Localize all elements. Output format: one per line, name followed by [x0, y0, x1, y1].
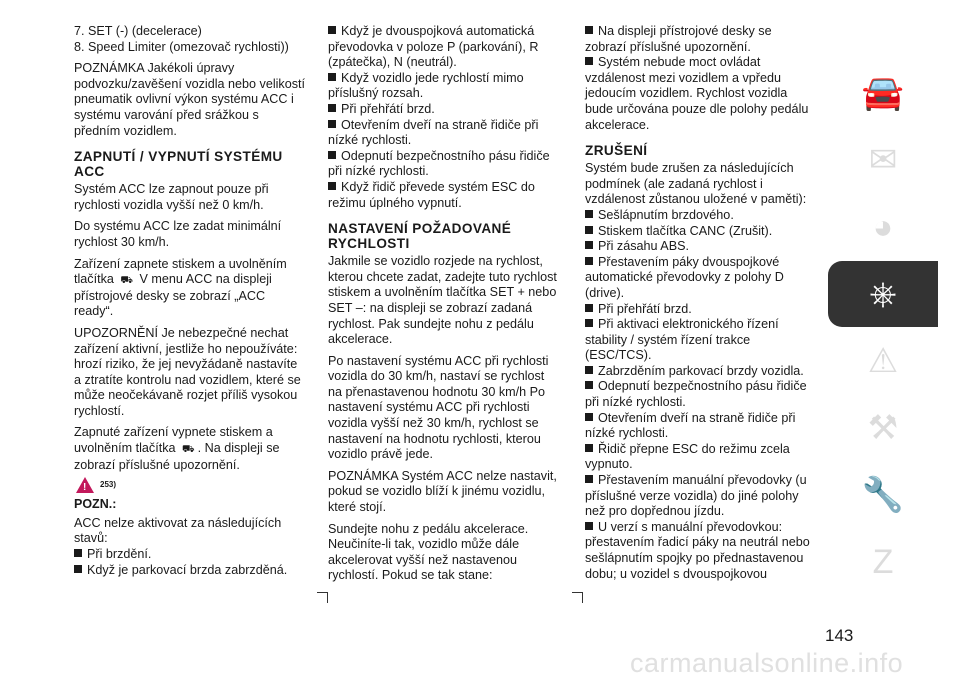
bullet-square-icon: [328, 182, 336, 190]
list-item: [328, 180, 560, 211]
list-item: [328, 24, 560, 71]
steering-key-icon[interactable]: ⎈: [828, 261, 938, 327]
note-label: POZN.:: [74, 497, 117, 512]
mail-warning-icon[interactable]: ✉: [868, 141, 898, 179]
bullet-square-icon: [585, 226, 593, 234]
list-item-text: Odepnutí bezpečnostního pásu řidiče při nízké rychlosti.: [328, 148, 550, 179]
list-item-text: Když řidič převede systém ESC do režimu úplného vypnutí.: [328, 179, 535, 210]
watermark: carmanualsonline.info: [630, 648, 904, 678]
paragraph-text: . Na displeji se zobrazí příslušné upozornění.: [74, 441, 280, 472]
warning-triangle-icon: !: [76, 477, 94, 493]
paragraph: Do systému ACC lze zadat minimální rychlost 30 km/h.: [74, 219, 282, 249]
list-item-text: Otevřením dveří na straně řidiče při nízké rychlosti.: [585, 410, 796, 441]
paragraph-text: Zařízení zapnete stiskem a uvolněním tlačítka: [74, 256, 287, 287]
list-item-7: 7. SET (-) (decelerace): [74, 24, 202, 38]
paragraph: Po nastavení systému ACC při rychlosti vozidla do 30 km/h, nastaví se rychlost na přenastavenou hodnotu 30 km/h Po nastavení systému ACC při rychlosti vozidla vyšší než 30 km/h, rychlost se nastavení na hodnotu rychlosti, kterou vozidlo právě jede.: [328, 353, 549, 462]
note-paragraph: POZNÁMKA Systém ACC nelze nastavit, pokud se vozidlo blíží k jinému vozidlu, které stojí.: [328, 468, 557, 515]
column-1: [74, 24, 306, 578]
list-item-text: Systém nebude moct ovládat vzdálenost mezi vozidlem a vpředu jedoucím vozidlem. Rychlost vozidla bude určována pouze dle polohy pedálu akcelerace.: [585, 55, 809, 132]
warning-reference-number: 253): [100, 480, 117, 490]
warning-paragraph: UPOZORNĚNÍ Je nebezpečné nechat zařízení aktivní, jestliže ho nepoužíváte: hrozí riziko, že jej nevyžádaně nastavíte a ztratíte kontrolu nad vozidlem, které se může neočekávaně rozjet příliš vysokou rychlostí.: [74, 325, 301, 418]
list-item-text: Stiskem tlačítka CANC (Zrušit).: [598, 223, 773, 238]
bullet-square-icon: [585, 257, 593, 265]
paragraph: ACC nelze aktivovat za následujících stavů:: [74, 515, 282, 546]
list-item: [585, 255, 813, 302]
section-heading-cancel: ZRUŠENÍ: [585, 143, 648, 159]
column-3: [585, 24, 813, 582]
paragraph: Jakmile se vozidlo rozjede na rychlost, kterou chcete zadat, zadejte tuto rychlost stiskem a uvolněním tlačítka SET + nebo SET –: na displeji se zobrazí zadaná rychlost. Pak sundejte nohu z pedálu akcelerace.: [328, 254, 557, 347]
paragraph: Systém ACC lze zapnout pouze při rychlosti vozidla vyšší než 0 km/h.: [74, 182, 269, 212]
bullet-square-icon: [585, 444, 593, 452]
bullet-square-icon: [328, 26, 336, 34]
list-item-text: Na displeji přístrojové desky se zobrazí příslušné upozornění.: [585, 24, 772, 54]
column-2: [328, 24, 560, 590]
bullet-square-icon: [328, 73, 336, 81]
acc-button-icon: ⛟: [120, 275, 133, 287]
bullet-square-icon: [585, 413, 593, 421]
paragraph-text: Zapnuté zařízení vypnete stiskem a uvolněním tlačítka: [74, 425, 273, 456]
paragraph: Sundejte nohu z pedálu akcelerace. Neučiníte-li tak, vozidlo může dále akcelerovat vyšší než nastavenou rychlostí. Pokud se tak stane:: [328, 521, 529, 583]
list-item-text: Přestavením páky dvouspojkové automatické převodovky z polohy D (drive).: [585, 254, 784, 300]
column-end-mark: [572, 592, 583, 603]
list-item: [585, 364, 813, 380]
bullet-square-icon: [74, 565, 82, 573]
dashboard-icon[interactable]: ◕: [872, 207, 894, 246]
page-number: 143: [825, 626, 854, 645]
column-end-mark: [317, 592, 328, 603]
chapter-tabs: [828, 60, 938, 596]
bullet-square-icon: [585, 475, 593, 483]
list-item: [585, 442, 813, 473]
list-item: [585, 520, 813, 582]
bullet-square-icon: [328, 104, 336, 112]
bullet-square-icon: [74, 549, 82, 557]
list-item: [585, 239, 813, 255]
bullet-square-icon: [585, 57, 593, 65]
wrench-icon[interactable]: 🔧: [861, 476, 905, 514]
list-item-text: Sešlápnutím brzdového.: [598, 207, 734, 222]
bullet-square-icon: [585, 381, 593, 389]
list-item-text: Když je dvouspojková automatická převodovka v poloze P (parkování), R (zpátečka), N (neutrál).: [328, 24, 539, 70]
bullet-square-icon: [585, 319, 593, 327]
bullet-square-icon: [585, 210, 593, 218]
paragraph: [74, 425, 306, 473]
note-paragraph: POZNÁMKA Jakékoli úpravy podvozku/zavěšení vozidla nebo velikostí pneumatik ovlivní výkon systému ACC i systému varování před srážkou s předním vozidlem.: [74, 61, 306, 138]
list-item-text: Zabrzděním parkovací brzdy vozidla.: [598, 363, 804, 378]
list-item-text: Otevřením dveří na straně řidiče při nízké rychlosti.: [328, 117, 539, 148]
bullet-square-icon: [585, 26, 593, 34]
list-item: [74, 563, 306, 579]
paragraph: Systém bude zrušen za následujících podmínek (ale zadaná rychlost i vzdálenost zůstanou uložené v paměti):: [585, 161, 807, 207]
list-item: [585, 411, 813, 442]
warning-reference: [74, 477, 306, 493]
list-item-text: Odepnutí bezpečnostního pásu řidiče při nízké rychlosti.: [585, 379, 807, 410]
list-item-8: 8. Speed Limiter (omezovač rychlosti)): [74, 39, 289, 54]
list-item: [585, 55, 813, 133]
list-item-text: Když vozidlo jede rychlostí mimo příslušný rozsah.: [328, 70, 524, 101]
list-item-text: Při brzdění.: [87, 547, 152, 562]
bullet-square-icon: [585, 304, 593, 312]
list-item-text: Když je parkovací brzda zabrzděná.: [87, 562, 288, 577]
list-item: [328, 71, 560, 102]
list-item: [585, 24, 813, 55]
bullet-square-icon: [585, 366, 593, 374]
car-crash-icon[interactable]: ⚠: [867, 342, 899, 380]
paragraph: [74, 257, 306, 320]
list-item-text: U verzí s manuální převodovkou: přestavením řadicí páky na neutrál nebo sešlápnutím spojky po přednastavenou dobu; u vozidel s dvouspojkovou: [585, 519, 810, 581]
alphabet-index-icon[interactable]: Z: [872, 542, 894, 581]
tools-icon[interactable]: ⚒: [867, 409, 899, 447]
bullet-square-icon: [585, 241, 593, 249]
list-item: [585, 379, 813, 410]
list-item-text: Při aktivaci elektronického řízení stability / systém řízení trakce (ESC/TCS).: [585, 317, 779, 363]
list-item-text: Při přehřátí brzd.: [598, 301, 692, 316]
list-item: [585, 224, 813, 240]
list-item: [585, 208, 813, 224]
list-item: [328, 118, 560, 149]
bullet-square-icon: [585, 522, 593, 530]
list-item: [328, 102, 560, 118]
car-icon[interactable]: 🚘: [861, 74, 905, 112]
bullet-square-icon: [328, 151, 336, 159]
list-item: [585, 302, 813, 318]
list-item-text: Řidič přepne ESC do režimu zcela vypnuto.: [585, 441, 790, 472]
list-item-text: Při přehřátí brzd.: [341, 101, 435, 116]
list-item-text: Při zásahu ABS.: [598, 239, 690, 254]
section-heading-acc-onoff: ZAPNUTÍ / VYPNUTÍ SYSTÉMU ACC: [74, 149, 283, 180]
bullet-square-icon: [328, 120, 336, 128]
list-item-text: Přestavením manuální převodovky (u příslušné verze vozidla) do jiné polohy než pro dopřednou jízdu.: [585, 473, 807, 519]
acc-button-icon: ⛟: [182, 444, 195, 456]
section-heading-set-speed: NASTAVENÍ POŽADOVANÉ RYCHLOSTI: [328, 221, 512, 252]
list-item: [585, 473, 813, 520]
list-item: [328, 149, 560, 180]
list-item: [585, 317, 813, 364]
paragraph-text: V menu ACC na displeji přístrojové desky se zobrazí „ACC ready“.: [74, 272, 272, 319]
list-item: [74, 547, 306, 563]
